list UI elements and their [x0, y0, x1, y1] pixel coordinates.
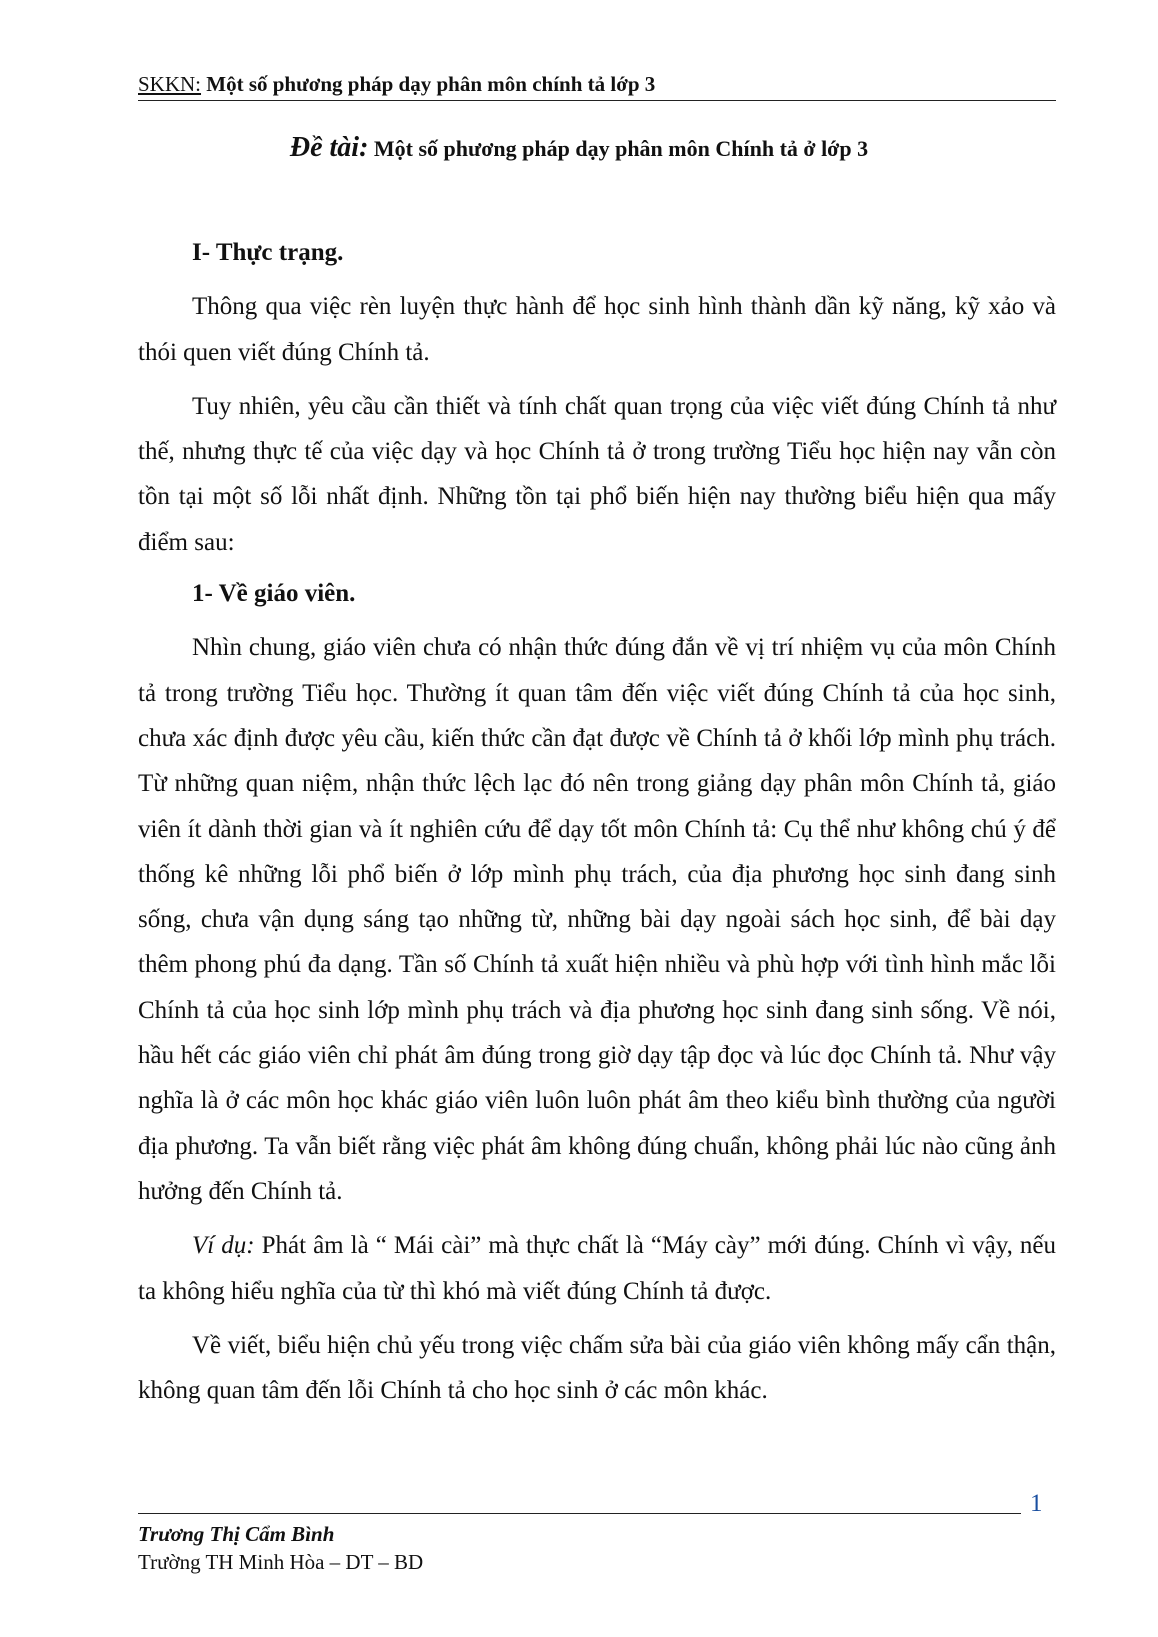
section-heading-thuc-trang: I- Thực trạng.	[192, 239, 344, 266]
example-paragraph	[138, 1223, 1056, 1314]
section-heading-giao-vien: 1- Về giáo viên.	[192, 580, 356, 608]
paragraph-1: Thông qua việc rèn luyện thực hành để học sinh hình thành dần kỹ năng, kỹ xảo và thói quen viết đúng Chính tả.	[138, 293, 1056, 366]
footer-author: Trương Thị Cẩm Bình	[138, 1522, 335, 1546]
title-label: Đề tài:	[289, 132, 369, 163]
document-body	[138, 230, 1056, 1413]
example-text: Phát âm là “ Mái cài” mà thực chất là “Máy cày” mới đúng. Chính vì vậy, nếu ta không hiểu nghĩa của từ thì khó mà viết đúng Chính tả được.	[138, 1232, 1056, 1305]
title-text: Một số phương pháp dạy phân môn Chính tả ở lớp 3	[373, 136, 869, 161]
header-title: Một số phương pháp dạy phân môn chính tả lớp 3	[206, 72, 656, 96]
paragraph-2: Tuy nhiên, yêu cầu cần thiết và tính chất quan trọng của việc viết đúng Chính tả như thế, nhưng thực tế của việc dạy và học Chính tả ở trong trường Tiểu học hiện nay vẫn còn tồn tại một số lỗi nhất định. Những tồn tại phổ biến hiện nay thường biểu hiện qua mấy điểm sau:	[138, 392, 1056, 556]
footer-school: Trường TH Minh Hòa – DT – BD	[138, 1550, 424, 1574]
paragraph-3: Nhìn chung, giáo viên chưa có nhận thức đúng đắn về vị trí nhiệm vụ của môn Chính tả trong trường Tiểu học. Thường ít quan tâm đến việc viết đúng Chính tả của học sinh, chưa xác định được yêu cầu, kiến thức cần đạt được về Chính tả ở khối lớp mình phụ trách. Từ những quan niệm, nhận thức lệch lạc đó nên trong giảng dạy phân môn Chính tả, giáo viên ít dành thời gian và ít nghiên cứu để dạy tốt môn Chính tả: Cụ thể như không chú ý để thống kê những lỗi phổ biến ở lớp mình phụ trách, của địa phương học sinh đang sinh sống, chưa vận dụng sáng tạo những từ, những bài dạy ngoài sách học sinh, để bài dạy thêm phong phú đa dạng. Tần số Chính tả xuất hiện nhiều và phù hợp với tình hình mắc lỗi Chính tả của học sinh lớp mình phụ trách và địa phương học sinh đang sinh sống. Về nói, hầu hết các giáo viên chỉ phát âm đúng trong giờ dạy tập đọc và lúc đọc Chính tả. Như vậy nghĩa là ở các môn học khác giáo viên luôn luôn phát âm theo kiểu bình thường của người địa phương. Ta vẫn biết rằng việc phát âm không đúng chuẩn, không phải lúc nào cũng ảnh hưởng đến Chính tả.	[138, 634, 1056, 1205]
paragraph-4: Về viết, biểu hiện chủ yếu trong việc chấm sửa bài của giáo viên không mấy cẩn thận, không quan tâm đến lỗi Chính tả cho học sinh ở các môn khác.	[138, 1331, 1056, 1405]
document-title	[0, 128, 1158, 169]
page-number: 1	[1030, 1490, 1043, 1517]
footer-divider	[138, 1513, 1021, 1514]
header-prefix: SKKN:	[138, 72, 202, 96]
page-header	[138, 70, 1056, 101]
example-label: Ví dụ:	[192, 1232, 255, 1260]
